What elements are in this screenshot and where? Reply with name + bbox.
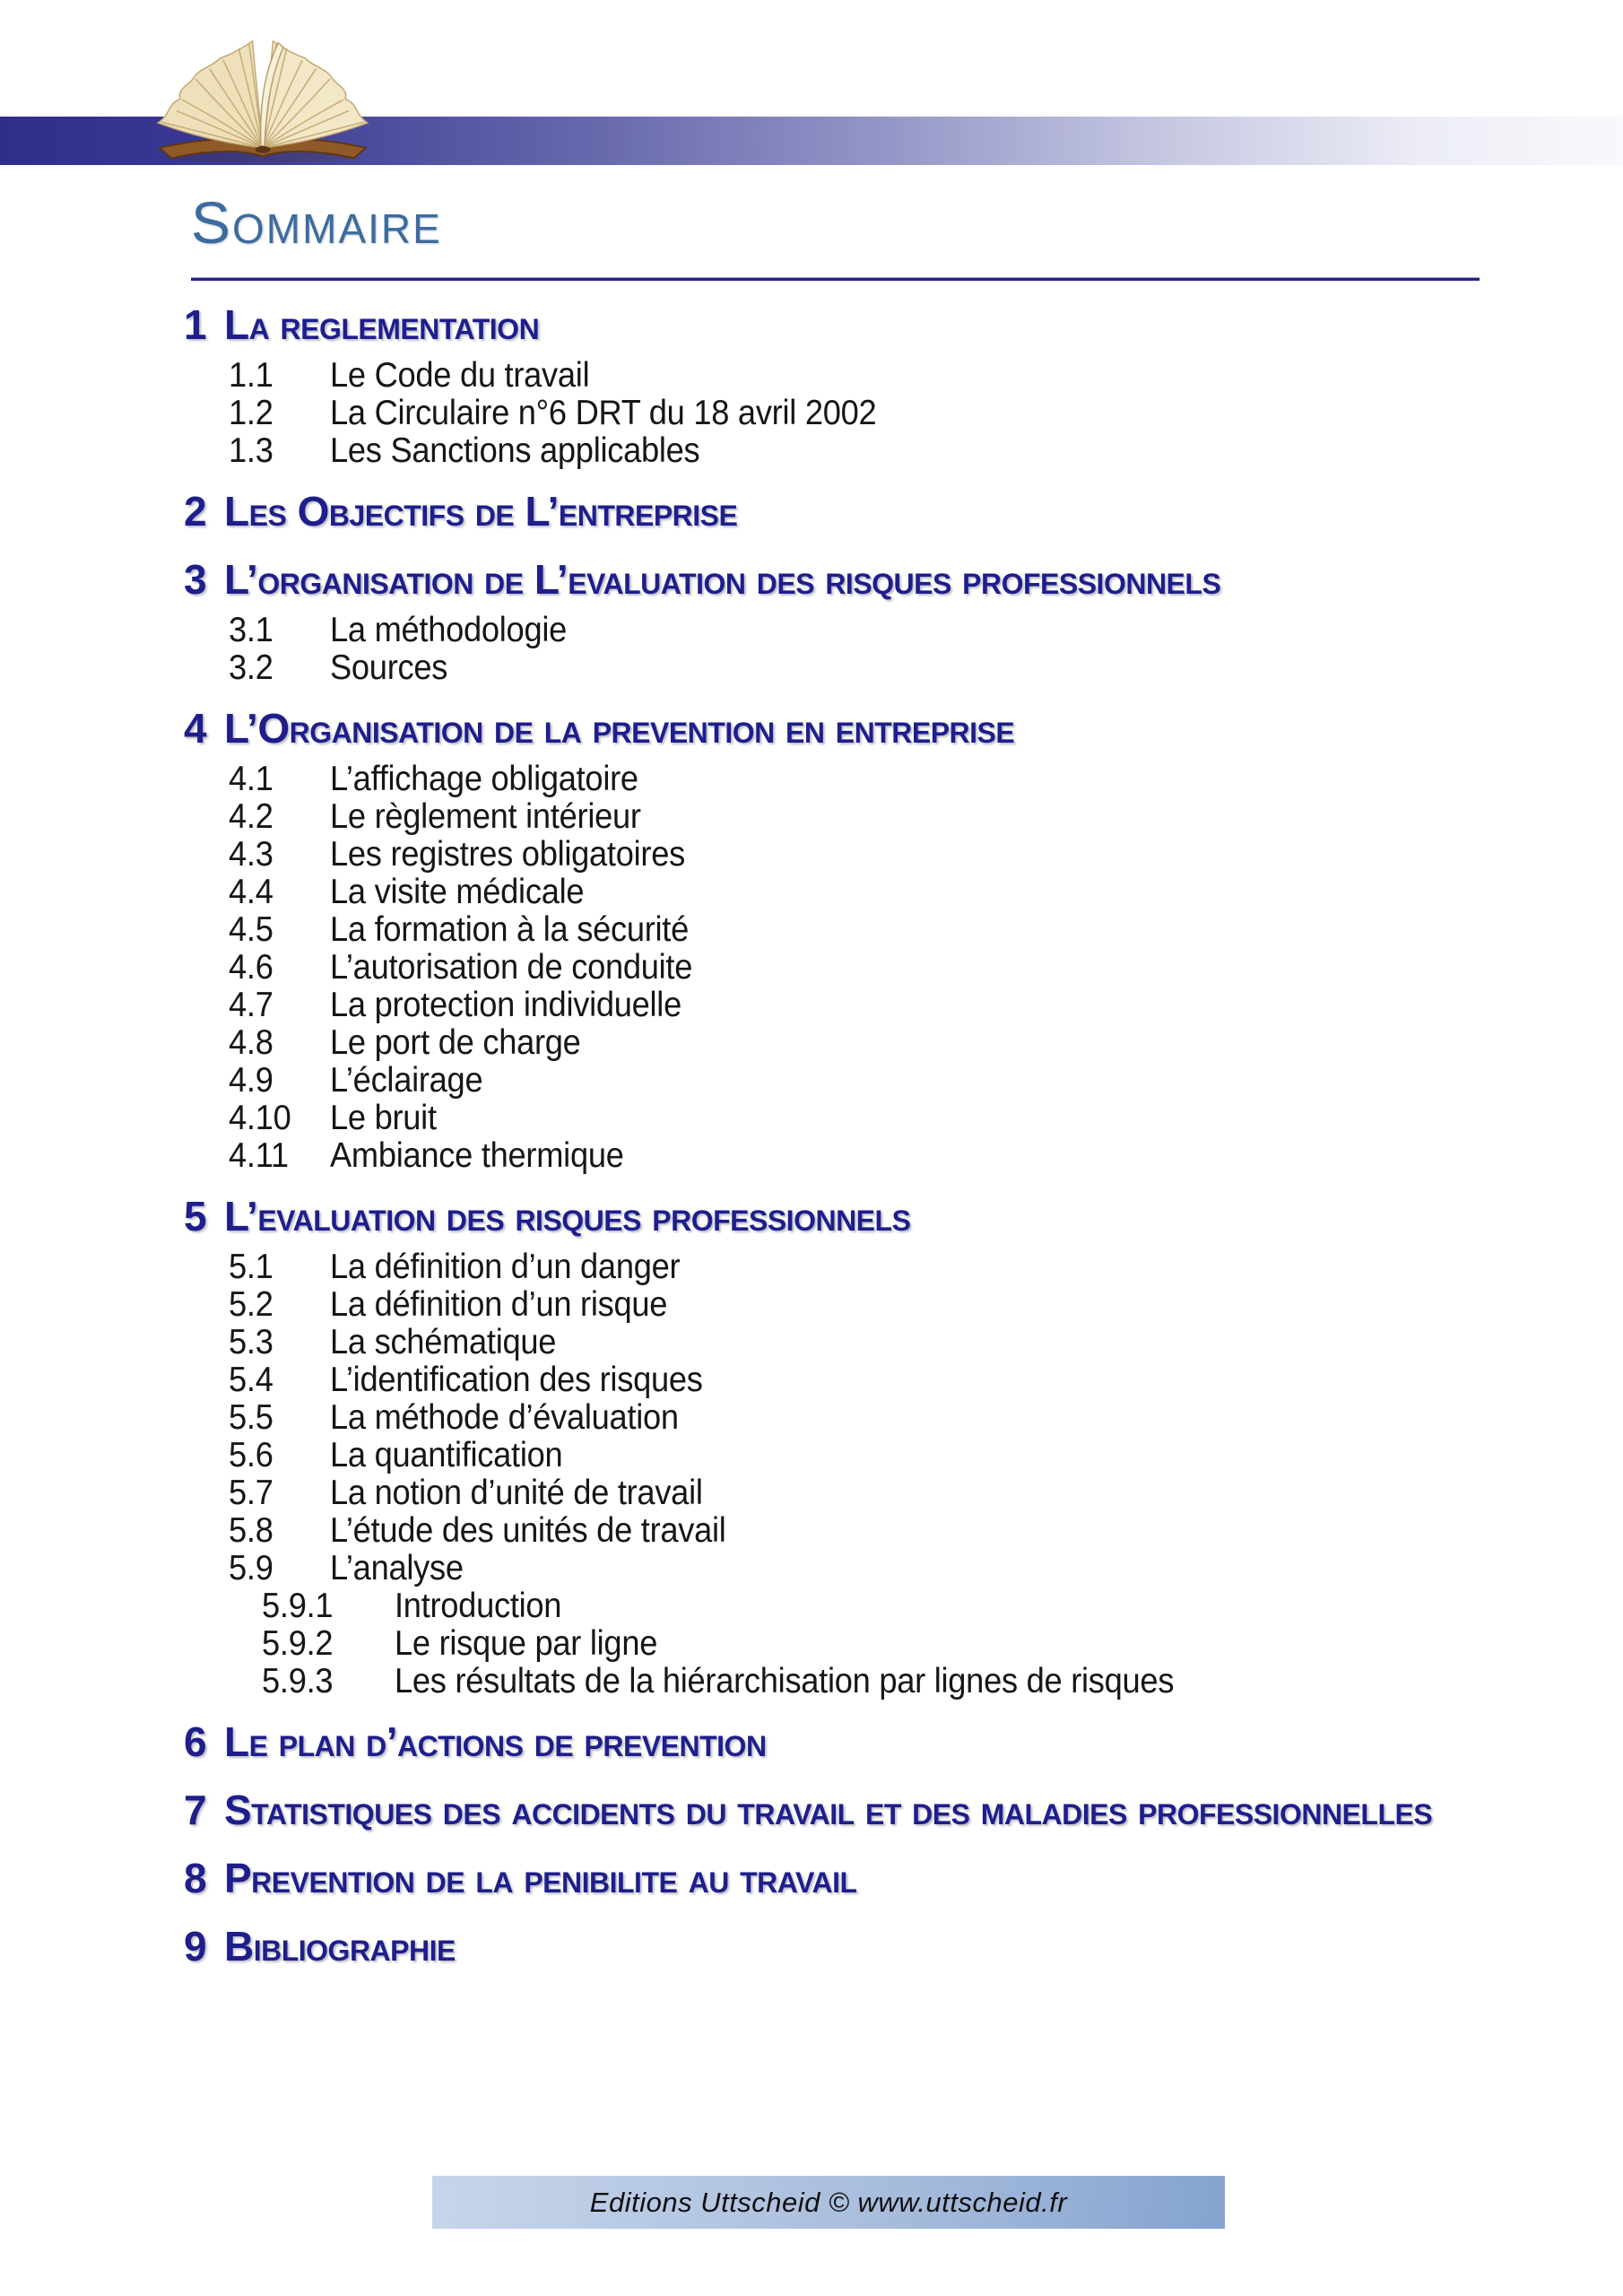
toc-item-number: 4.11 bbox=[229, 1136, 289, 1175]
toc-item-label: Le Code du travail bbox=[330, 356, 590, 395]
toc-section-heading bbox=[184, 701, 1529, 755]
table-of-contents bbox=[184, 283, 1529, 1979]
toc-section-number: 5 bbox=[184, 1193, 207, 1239]
toc-section-title: Statistiques des accidents du travail et des maladies professionnelles bbox=[224, 1787, 1433, 1833]
toc-item-number: 4.2 bbox=[229, 797, 273, 836]
toc-item-label: Les registres obligatoires bbox=[330, 835, 685, 874]
toc-item bbox=[229, 874, 1529, 911]
toc-item bbox=[229, 1437, 1529, 1474]
toc-item-label: La méthode d’évaluation bbox=[330, 1398, 679, 1437]
toc-section-title: L’evaluation des risques professionnels bbox=[224, 1193, 911, 1239]
toc-item-number: 5.5 bbox=[229, 1398, 273, 1437]
toc-item-label: L’éclairage bbox=[330, 1061, 483, 1100]
toc-item-number: 4.5 bbox=[229, 910, 273, 949]
toc-section-heading bbox=[184, 1919, 1529, 1973]
toc-item-number: 4.6 bbox=[229, 948, 273, 987]
toc-subitem bbox=[262, 1663, 1529, 1700]
toc-item-label: L’autorisation de conduite bbox=[330, 948, 693, 987]
toc-item-number: 5.9.1 bbox=[262, 1587, 334, 1625]
toc-item-label: La définition d’un risque bbox=[330, 1285, 668, 1324]
toc-item-number: 3.2 bbox=[229, 648, 273, 687]
toc-section-title: L’Organisation de la prevention en entreprise bbox=[224, 705, 1015, 752]
toc-item bbox=[229, 1286, 1529, 1324]
toc-item-number: 4.10 bbox=[229, 1099, 291, 1137]
toc-item bbox=[229, 911, 1529, 949]
toc-item-number: 5.2 bbox=[229, 1285, 273, 1324]
toc-section-heading bbox=[184, 1851, 1529, 1905]
toc-item-label: Introduction bbox=[395, 1587, 562, 1625]
toc-section-title: Bibliographie bbox=[224, 1923, 456, 1970]
toc-item-label: L’étude des unités de travail bbox=[330, 1511, 726, 1550]
toc-item-number: 1.2 bbox=[229, 394, 273, 432]
toc-item bbox=[229, 432, 1529, 470]
toc-item bbox=[229, 612, 1529, 649]
toc-item bbox=[229, 395, 1529, 432]
toc-item bbox=[229, 1100, 1529, 1137]
toc-item-number: 4.1 bbox=[229, 760, 273, 798]
toc-item-label: Les Sanctions applicables bbox=[330, 431, 700, 470]
toc-item bbox=[229, 1512, 1529, 1550]
toc-item-number: 4.7 bbox=[229, 986, 273, 1024]
toc-item-label: Le bruit bbox=[330, 1099, 437, 1137]
footer-band bbox=[432, 2176, 1225, 2229]
toc-item-number: 4.9 bbox=[229, 1061, 273, 1100]
toc-item-number: 5.9.3 bbox=[262, 1662, 334, 1700]
toc-item bbox=[229, 987, 1529, 1024]
toc-item-label: La quantification bbox=[330, 1436, 563, 1474]
toc-item bbox=[229, 798, 1529, 836]
toc-item-number: 5.9 bbox=[229, 1549, 273, 1587]
toc-item bbox=[229, 836, 1529, 874]
toc-item-label: L’identification des risques bbox=[330, 1361, 703, 1399]
toc-item bbox=[229, 1399, 1529, 1437]
toc-section-heading bbox=[184, 1783, 1529, 1837]
toc-item-label: Les résultats de la hiérarchisation par lignes de risques bbox=[395, 1662, 1175, 1700]
toc-section-heading bbox=[184, 1189, 1529, 1243]
toc-item bbox=[229, 1137, 1529, 1175]
toc-section-number: 8 bbox=[184, 1855, 207, 1901]
toc-item bbox=[229, 949, 1529, 987]
toc-item bbox=[229, 1361, 1529, 1399]
toc-item-number: 5.3 bbox=[229, 1323, 273, 1361]
toc-section-heading bbox=[184, 298, 1529, 352]
toc-item-number: 1.3 bbox=[229, 431, 273, 470]
toc-item-number: 4.3 bbox=[229, 835, 273, 874]
toc-section-number: 3 bbox=[184, 556, 207, 603]
toc-item-number: 5.6 bbox=[229, 1436, 273, 1474]
toc-section-number: 4 bbox=[184, 705, 207, 752]
toc-section-title: Les Objectifs de L’entreprise bbox=[224, 488, 738, 535]
toc-item-label: La notion d’unité de travail bbox=[330, 1474, 703, 1512]
toc-item bbox=[229, 1324, 1529, 1361]
footer-text: Editions Uttscheid © www.uttscheid.fr bbox=[589, 2186, 1068, 2218]
toc-item-label: L’analyse bbox=[330, 1549, 464, 1587]
toc-subitem bbox=[262, 1625, 1529, 1663]
toc-item bbox=[229, 649, 1529, 687]
toc-item-number: 3.1 bbox=[229, 611, 273, 649]
toc-section-title: Le plan d’actions de prevention bbox=[224, 1718, 767, 1765]
toc-item-number: 5.7 bbox=[229, 1474, 273, 1512]
toc-item-label: La protection individuelle bbox=[330, 986, 681, 1024]
toc-item-number: 5.4 bbox=[229, 1361, 273, 1399]
toc-item-label: La visite médicale bbox=[330, 873, 585, 911]
toc-section-title: L’organisation de L’evaluation des risques professionnels bbox=[224, 556, 1221, 603]
toc-section-number: 6 bbox=[184, 1718, 207, 1765]
toc-item-label: Le risque par ligne bbox=[395, 1624, 658, 1663]
toc-section-number: 9 bbox=[184, 1923, 207, 1970]
toc-item bbox=[229, 1248, 1529, 1286]
toc-item-number: 4.8 bbox=[229, 1023, 273, 1062]
toc-item-number: 4.4 bbox=[229, 873, 273, 911]
toc-item-label: Ambiance thermique bbox=[330, 1136, 624, 1175]
page-title: Sommaire bbox=[191, 189, 442, 256]
toc-item-number: 5.9.2 bbox=[262, 1624, 334, 1663]
toc-item bbox=[229, 1024, 1529, 1062]
toc-subitem bbox=[262, 1587, 1529, 1625]
toc-item-number: 5.8 bbox=[229, 1511, 273, 1550]
toc-item bbox=[229, 357, 1529, 395]
toc-item bbox=[229, 1062, 1529, 1100]
toc-section-number: 2 bbox=[184, 488, 207, 535]
toc-section-title: La reglementation bbox=[224, 301, 540, 348]
title-underline bbox=[191, 277, 1480, 281]
toc-item-label: Le port de charge bbox=[330, 1023, 581, 1062]
toc-item-label: La schématique bbox=[330, 1323, 557, 1361]
toc-section-heading bbox=[184, 1715, 1529, 1769]
toc-item-number: 1.1 bbox=[229, 356, 273, 395]
toc-item-number: 5.1 bbox=[229, 1248, 273, 1286]
open-book-image bbox=[144, 39, 381, 165]
toc-item-label: La méthodologie bbox=[330, 611, 568, 649]
toc-item-label: La formation à la sécurité bbox=[330, 910, 689, 949]
toc-item bbox=[229, 1550, 1529, 1587]
toc-section-title: Prevention de la penibilite au travail bbox=[224, 1855, 857, 1901]
toc-item bbox=[229, 761, 1529, 798]
toc-item-label: Sources bbox=[330, 648, 448, 687]
toc-section-number: 7 bbox=[184, 1787, 207, 1833]
toc-item-label: La définition d’un danger bbox=[330, 1248, 681, 1286]
toc-item bbox=[229, 1474, 1529, 1512]
toc-item-label: Le règlement intérieur bbox=[330, 797, 641, 836]
toc-item-label: L’affichage obligatoire bbox=[330, 760, 638, 798]
toc-item-label: La Circulaire n°6 DRT du 18 avril 2002 bbox=[330, 394, 877, 432]
toc-section-heading bbox=[184, 484, 1529, 538]
toc-section-number: 1 bbox=[184, 301, 207, 348]
toc-section-heading bbox=[184, 552, 1529, 606]
